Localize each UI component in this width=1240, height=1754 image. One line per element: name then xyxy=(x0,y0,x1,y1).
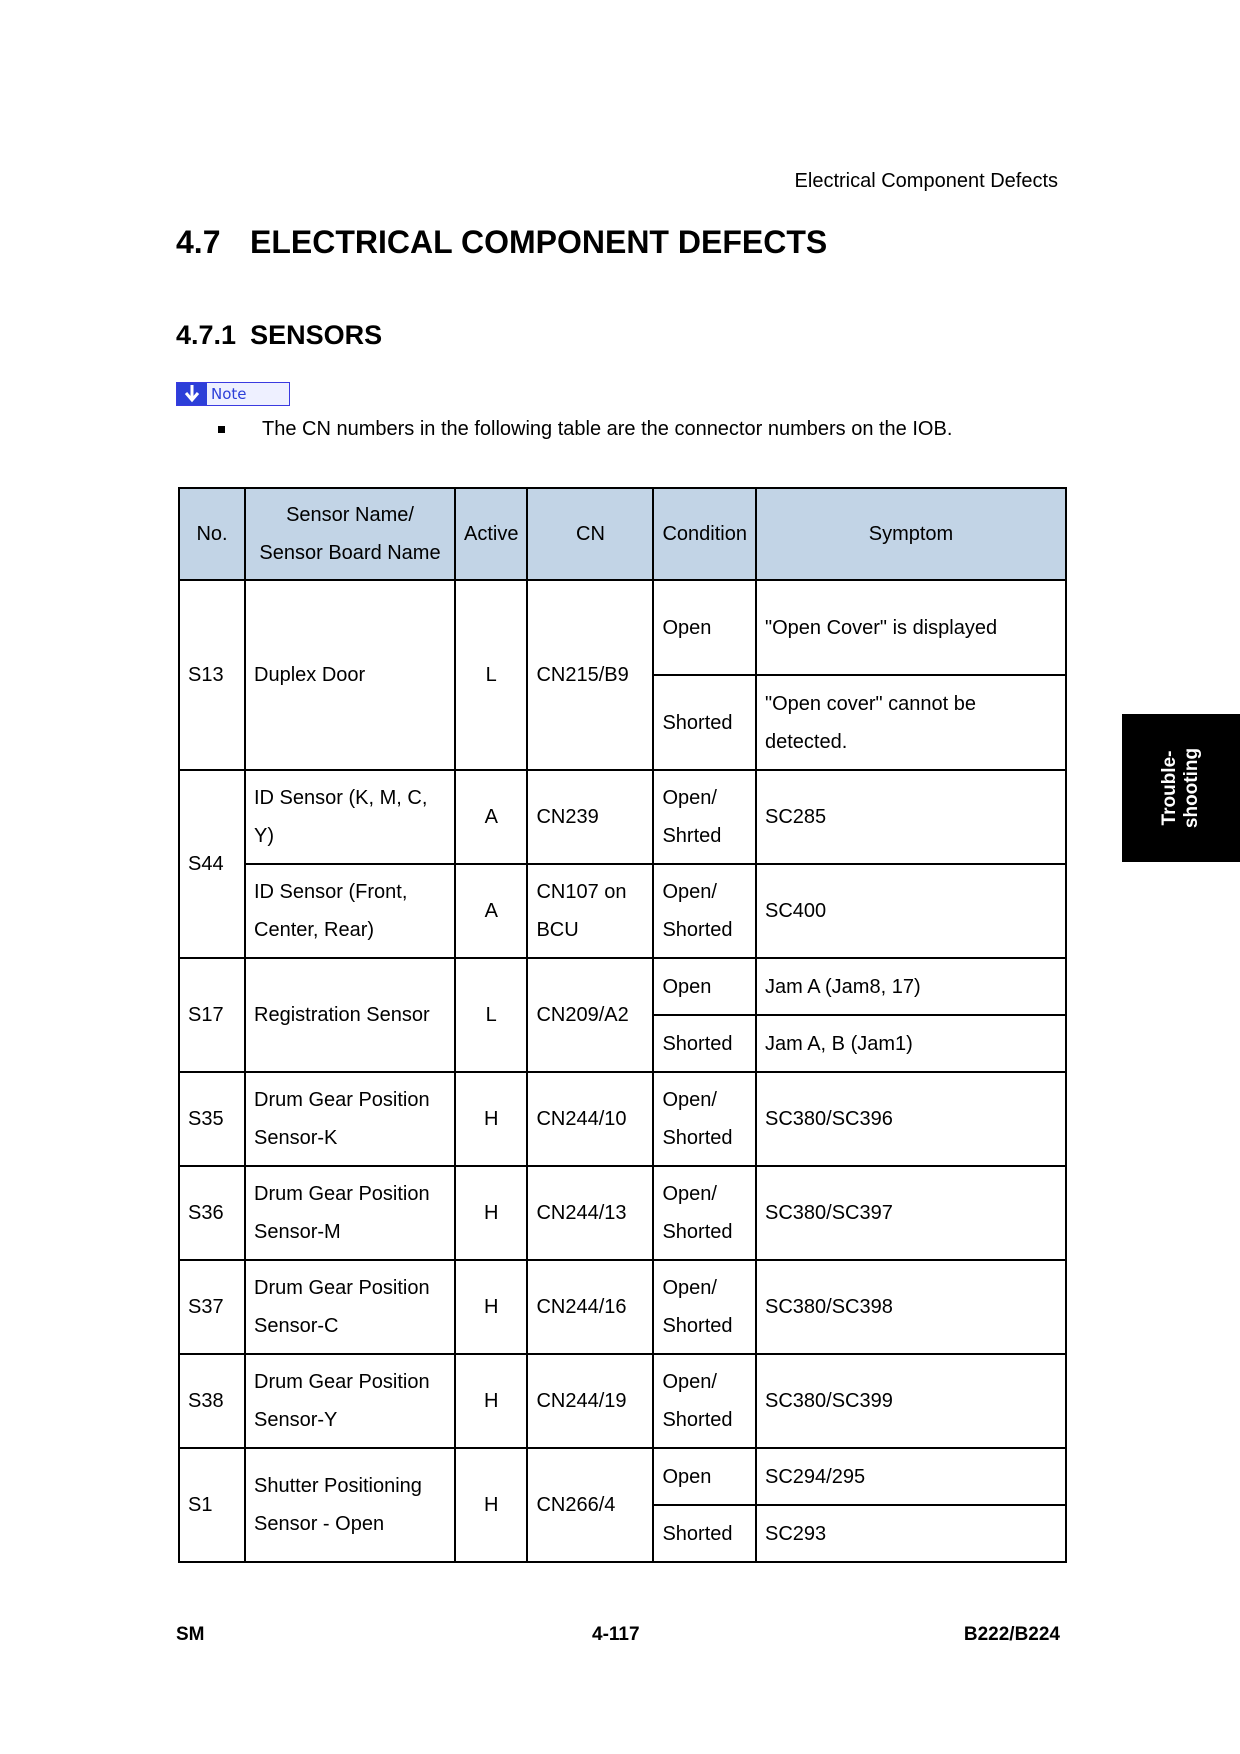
subsection-number: 4.7.1 xyxy=(176,320,237,350)
table-row xyxy=(179,1072,1066,1166)
cell-symptom: SC380/SC399 xyxy=(756,1354,1066,1448)
header-no: No. xyxy=(179,488,245,580)
running-header: Electrical Component Defects xyxy=(794,170,1058,192)
cell-cn: CN244/16 xyxy=(527,1260,653,1354)
bullet-square-icon xyxy=(218,426,225,433)
cell-sensor-name: Shutter Positioning Sensor - Open xyxy=(245,1448,455,1562)
cell-condition: Open/ Shorted xyxy=(653,1354,756,1448)
cell-sensor-name: Drum Gear Position Sensor-Y xyxy=(245,1354,455,1448)
cell-cn: CN266/4 xyxy=(527,1448,653,1562)
cell-active: H xyxy=(455,1166,527,1260)
cell-cn: CN244/19 xyxy=(527,1354,653,1448)
cell-symptom: SC294/295 xyxy=(756,1448,1066,1505)
header-cn: CN xyxy=(527,488,653,580)
table-row xyxy=(179,864,1066,958)
table-row xyxy=(179,770,1066,864)
cell-sensor-name: Duplex Door xyxy=(245,580,455,770)
down-arrow-icon xyxy=(177,383,207,405)
side-tab-text xyxy=(1159,748,1203,828)
cell-cn: CN107 on BCU xyxy=(527,864,653,958)
footer-left: SM xyxy=(176,1624,205,1645)
cell-active: H xyxy=(455,1072,527,1166)
cell-no: S13 xyxy=(179,580,245,770)
cell-symptom: SC380/SC398 xyxy=(756,1260,1066,1354)
note-label: Note xyxy=(211,385,247,403)
cell-cn: CN244/13 xyxy=(527,1166,653,1260)
table-header-row xyxy=(179,488,1066,580)
cell-symptom: SC380/SC396 xyxy=(756,1072,1066,1166)
cell-no: S36 xyxy=(179,1166,245,1260)
cell-symptom: SC380/SC397 xyxy=(756,1166,1066,1260)
section-number: 4.7 xyxy=(176,224,221,260)
cell-condition: Open xyxy=(653,958,756,1015)
cell-no: S1 xyxy=(179,1448,245,1562)
cell-sensor-name: ID Sensor (K, M, C, Y) xyxy=(245,770,455,864)
table-row xyxy=(179,1448,1066,1505)
footer-page-number: 4-117 xyxy=(592,1624,640,1645)
cell-cn: CN239 xyxy=(527,770,653,864)
cell-active: A xyxy=(455,864,527,958)
cell-no: S35 xyxy=(179,1072,245,1166)
header-sensor-name-line2: Sensor Board Name xyxy=(259,542,441,564)
cell-active: H xyxy=(455,1260,527,1354)
cell-symptom: "Open cover" cannot be detected. xyxy=(756,675,1066,770)
cell-condition: Open/ Shorted xyxy=(653,1166,756,1260)
cell-sensor-name: Drum Gear Position Sensor-M xyxy=(245,1166,455,1260)
subsection-heading xyxy=(176,320,382,351)
table-row xyxy=(179,1166,1066,1260)
cell-active: H xyxy=(455,1354,527,1448)
cell-condition: Shorted xyxy=(653,1015,756,1072)
subsection-title: SENSORS xyxy=(250,320,383,350)
side-tab-line1: Trouble- xyxy=(1158,750,1180,826)
cell-active: A xyxy=(455,770,527,864)
header-symptom: Symptom xyxy=(756,488,1066,580)
troubleshooting-side-tab xyxy=(1122,714,1240,862)
cell-symptom: Jam A (Jam8, 17) xyxy=(756,958,1066,1015)
cell-no: S37 xyxy=(179,1260,245,1354)
note-text: The CN numbers in the following table are the connector numbers on the IOB. xyxy=(262,418,953,440)
table-row xyxy=(179,580,1066,675)
cell-symptom: SC400 xyxy=(756,864,1066,958)
table-row xyxy=(179,1354,1066,1448)
cell-symptom: SC293 xyxy=(756,1505,1066,1562)
cell-condition: Open xyxy=(653,1448,756,1505)
note-bullet xyxy=(218,418,952,441)
cell-symptom: Jam A, B (Jam1) xyxy=(756,1015,1066,1072)
side-tab-line2: shooting xyxy=(1180,747,1202,829)
cell-symptom: "Open Cover" is displayed xyxy=(756,580,1066,675)
section-heading xyxy=(176,224,827,261)
section-title: ELECTRICAL COMPONENT DEFECTS xyxy=(250,224,828,260)
cell-sensor-name: ID Sensor (Front, Center, Rear) xyxy=(245,864,455,958)
cell-cn: CN209/A2 xyxy=(527,958,653,1072)
cell-no: S44 xyxy=(179,770,245,958)
cell-condition: Shorted xyxy=(653,1505,756,1562)
cell-condition: Open xyxy=(653,580,756,675)
header-condition: Condition xyxy=(653,488,756,580)
table-row xyxy=(179,1260,1066,1354)
header-active: Active xyxy=(455,488,527,580)
cell-active: L xyxy=(455,580,527,770)
cell-condition: Open/ Shorted xyxy=(653,1260,756,1354)
cell-condition: Open/ Shorted xyxy=(653,1072,756,1166)
cell-active: L xyxy=(455,958,527,1072)
header-sensor-name xyxy=(245,488,455,580)
sensors-table xyxy=(178,487,1067,1563)
cell-no: S38 xyxy=(179,1354,245,1448)
cell-symptom: SC285 xyxy=(756,770,1066,864)
cell-active: H xyxy=(455,1448,527,1562)
header-sensor-name-line1: Sensor Name/ xyxy=(286,504,414,526)
cell-cn: CN244/10 xyxy=(527,1072,653,1166)
cell-condition: Shorted xyxy=(653,675,756,770)
cell-no: S17 xyxy=(179,958,245,1072)
footer-model: B222/B224 xyxy=(963,1624,1060,1645)
cell-sensor-name: Registration Sensor xyxy=(245,958,455,1072)
cell-cn: CN215/B9 xyxy=(527,580,653,770)
cell-condition: Open/ Shorted xyxy=(653,864,756,958)
cell-sensor-name: Drum Gear Position Sensor-K xyxy=(245,1072,455,1166)
cell-sensor-name: Drum Gear Position Sensor-C xyxy=(245,1260,455,1354)
note-icon xyxy=(176,382,290,406)
cell-condition: Open/ Shrted xyxy=(653,770,756,864)
table-row xyxy=(179,958,1066,1015)
